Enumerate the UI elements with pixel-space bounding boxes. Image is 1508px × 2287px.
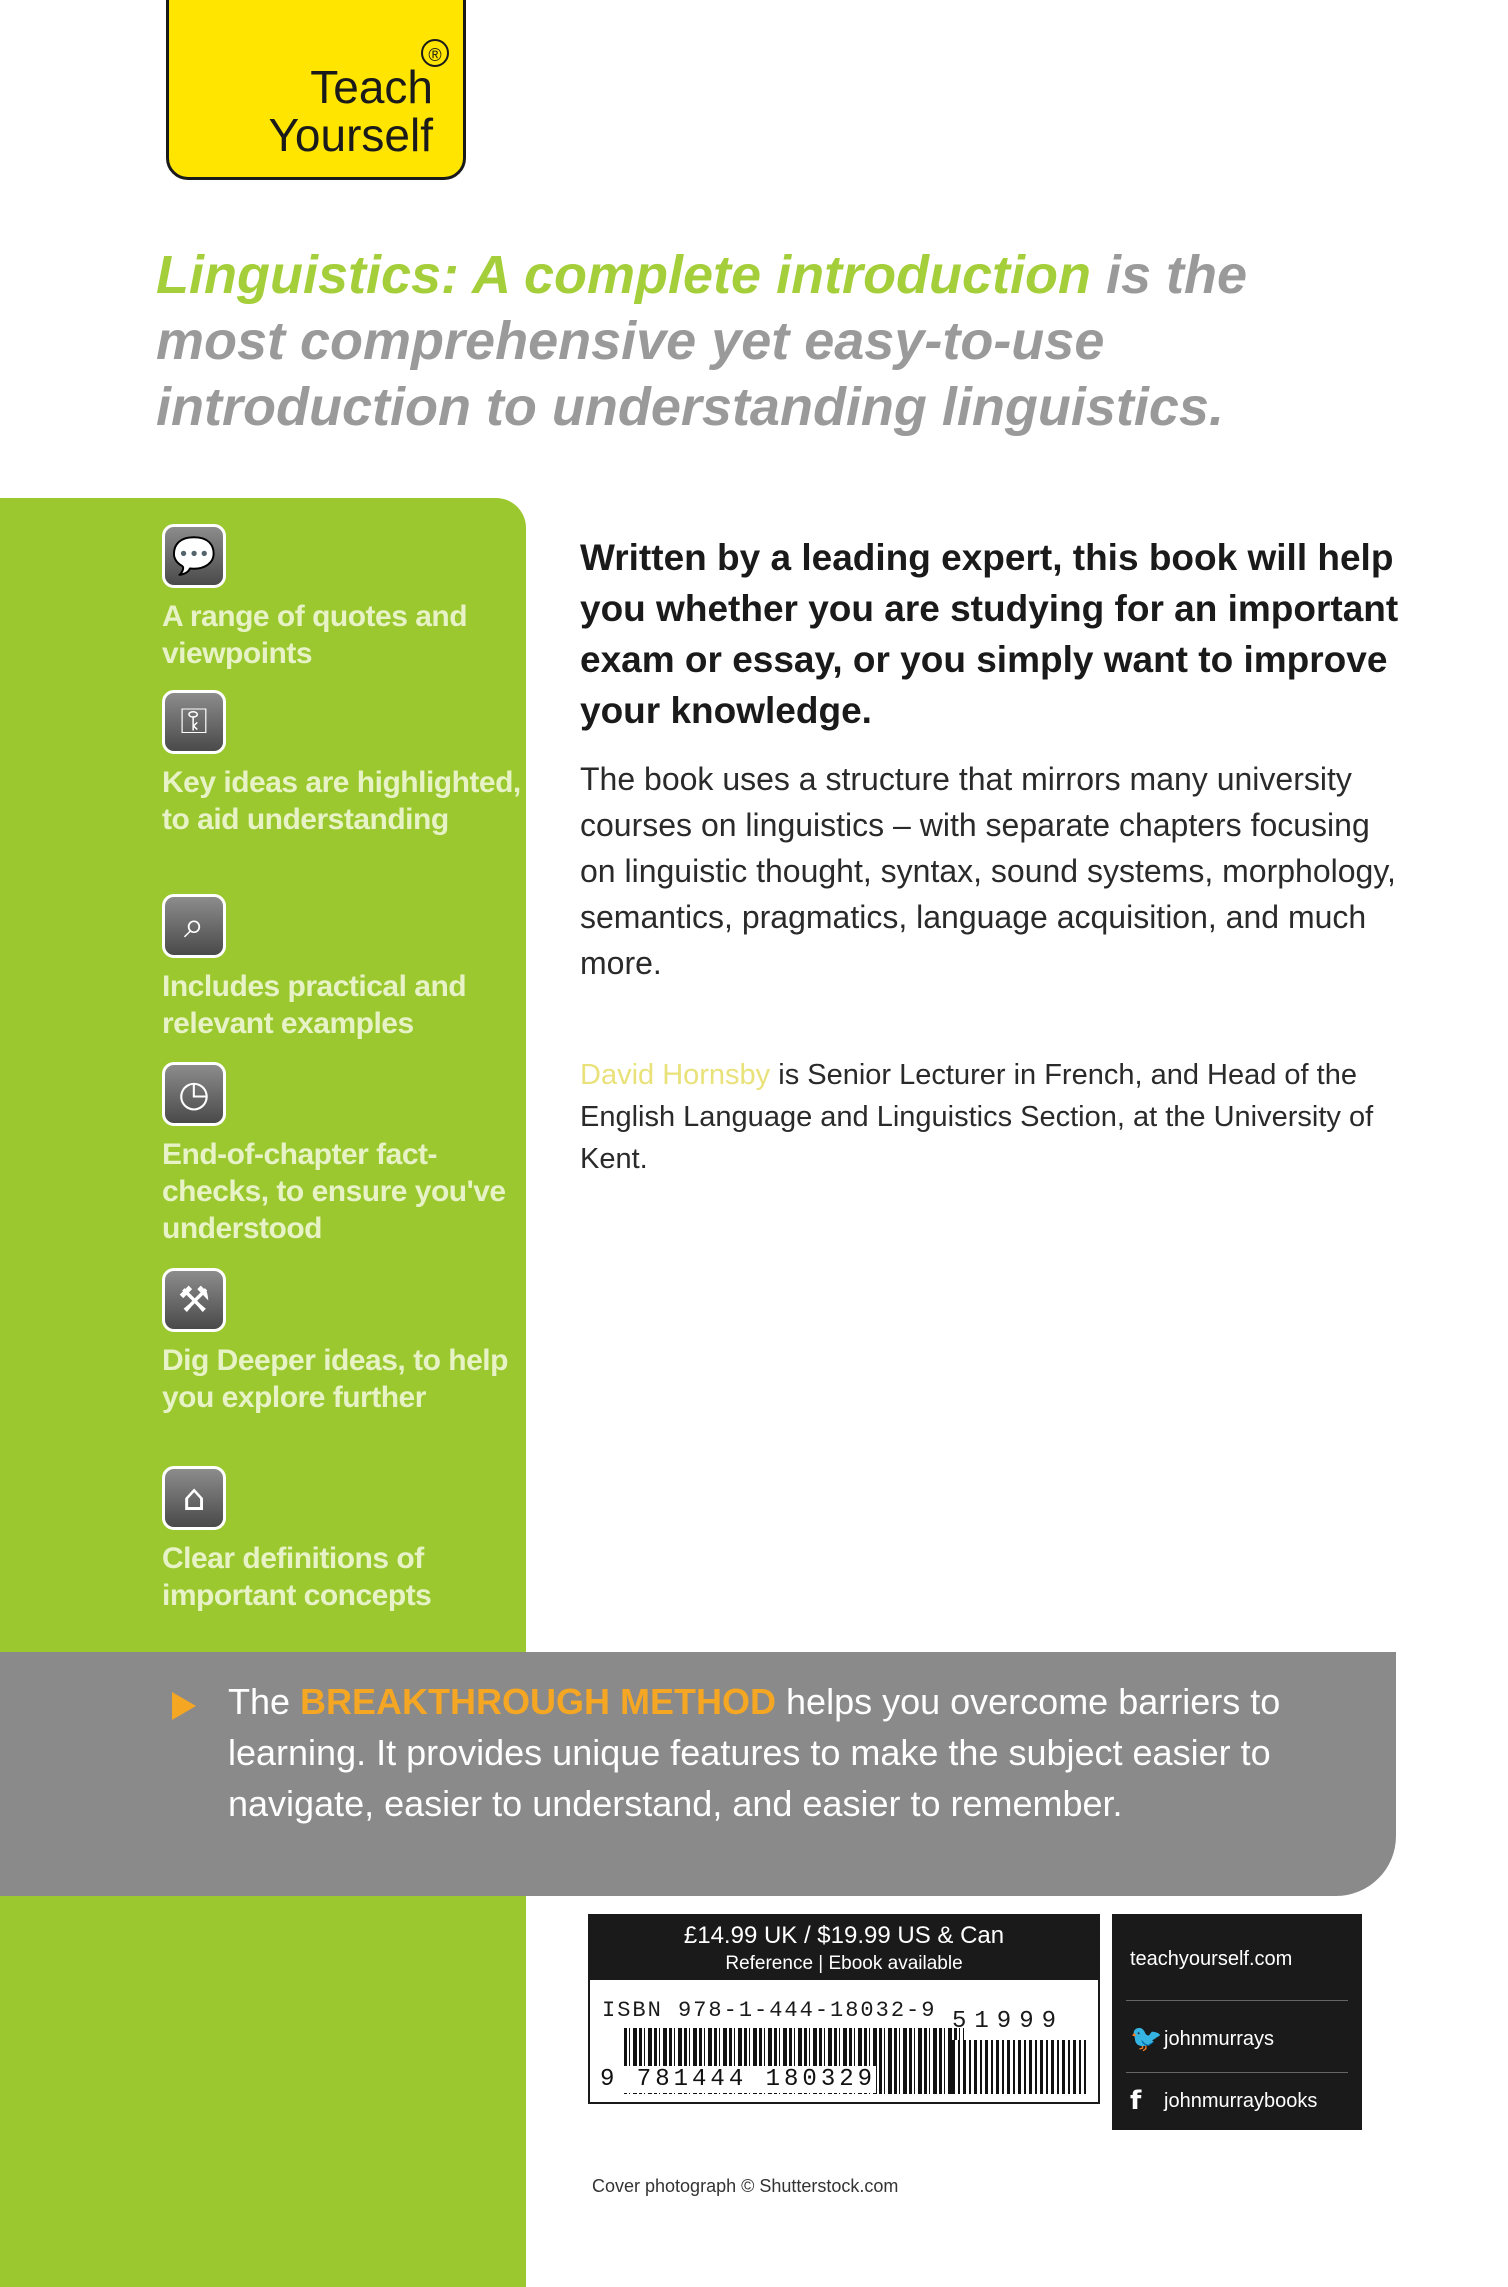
logo-line-2: Yourself: [268, 109, 433, 161]
twitter-row: [1130, 2024, 1274, 2054]
feature-text: Clear definitions of important concepts: [162, 1542, 432, 1612]
logo-text: [268, 63, 433, 159]
barcode-digits-text: 9 781444 180329: [600, 2066, 877, 2093]
author-bio: [580, 1054, 1380, 1180]
feature-text: Includes practical and relevant examples: [162, 970, 467, 1040]
feature-definitions: [162, 1466, 522, 1614]
barcode-price-digits: 51999: [952, 2008, 1065, 2035]
headline: [156, 242, 1356, 440]
feature-fact-checks: [162, 1062, 522, 1247]
feature-text: Dig Deeper ideas, to help you explore further: [162, 1344, 508, 1414]
social-box: [1112, 1914, 1362, 2130]
teach-yourself-logo: [166, 0, 466, 180]
twitter-handle[interactable]: johnmurrays: [1164, 2027, 1275, 2050]
arrow-right-icon: [172, 1692, 196, 1720]
intro-body-text: The book uses a structure that mirrors many university courses on linguistics – with separate chapters focusing on linguistic thought, syntax, sound systems, morphology, semantics, pragmatics, language acquisition, and much more.: [580, 761, 1396, 981]
headline-rest: is the most comprehensive yet easy-to-use introduction to understanding linguistics.: [156, 245, 1248, 437]
breakthrough-text: [228, 1676, 1388, 1829]
feature-quotes: [162, 524, 522, 672]
author-bio-text: is Senior Lecturer in French, and Head of the English Language and Linguistics Section, at the University of Kent.: [580, 1059, 1374, 1175]
feature-text: Key ideas are highlighted, to aid understanding: [162, 766, 521, 836]
facebook-handle[interactable]: johnmurraybooks: [1164, 2089, 1318, 2112]
isbn: ISBN 978-1-444-18032-9: [602, 1998, 937, 2023]
price-header: [590, 1916, 1098, 1980]
breakthrough-method: BREAKTHROUGH METHOD: [300, 1681, 777, 1722]
intro-bold-text: Written by a leading expert, this book will help you whether you are studying for an important exam or essay, or you simply want to improve your knowledge.: [580, 537, 1399, 731]
website-row: [1130, 1948, 1292, 1971]
price-text: £14.99 UK / $19.99 US & Can: [683, 1922, 1005, 1949]
facebook-row: [1130, 2086, 1317, 2116]
author-name: David Hornsby: [580, 1059, 771, 1091]
website-link[interactable]: teachyourself.com: [1130, 1948, 1293, 1970]
clock-icon: ◷: [162, 1062, 226, 1126]
shovel-icon: ⚒: [162, 1268, 226, 1332]
feature-text: A range of quotes and viewpoints: [162, 600, 468, 670]
registered-mark: ®: [421, 39, 449, 67]
speech-bubble-icon: 💬: [162, 524, 226, 588]
band-pre: The: [228, 1681, 301, 1722]
divider: [1126, 2000, 1348, 2001]
feature-text: End-of-chapter fact-checks, to ensure you've understood: [162, 1138, 506, 1245]
feature-key-ideas: [162, 690, 522, 838]
book-title: Linguistics: A complete introduction: [156, 245, 1092, 305]
feature-examples: [162, 894, 522, 1042]
price-barcode-box: [588, 1914, 1100, 2104]
band-post: helps you overcome barriers to learning. It provides unique features to make the subject easier to navigate, easier to understand, and easier to remember.: [228, 1681, 1281, 1824]
feature-dig-deeper: [162, 1268, 522, 1416]
magnifier-icon: ⌕: [162, 894, 226, 958]
cover-credit: Cover photograph © Shutterstock.com: [592, 2176, 899, 2196]
price-subtext: Reference | Ebook available: [725, 1953, 963, 1974]
facebook-icon: f: [1130, 2086, 1142, 2116]
twitter-icon: 🐦: [1130, 2024, 1163, 2054]
key-icon: ⚿: [162, 690, 226, 754]
barcode-digits: [600, 2066, 876, 2093]
price-barcode: [952, 2040, 1086, 2094]
divider: [1126, 2072, 1348, 2073]
logo-line-1: Teach: [310, 61, 433, 113]
lamp-icon: ⌂: [162, 1466, 226, 1530]
